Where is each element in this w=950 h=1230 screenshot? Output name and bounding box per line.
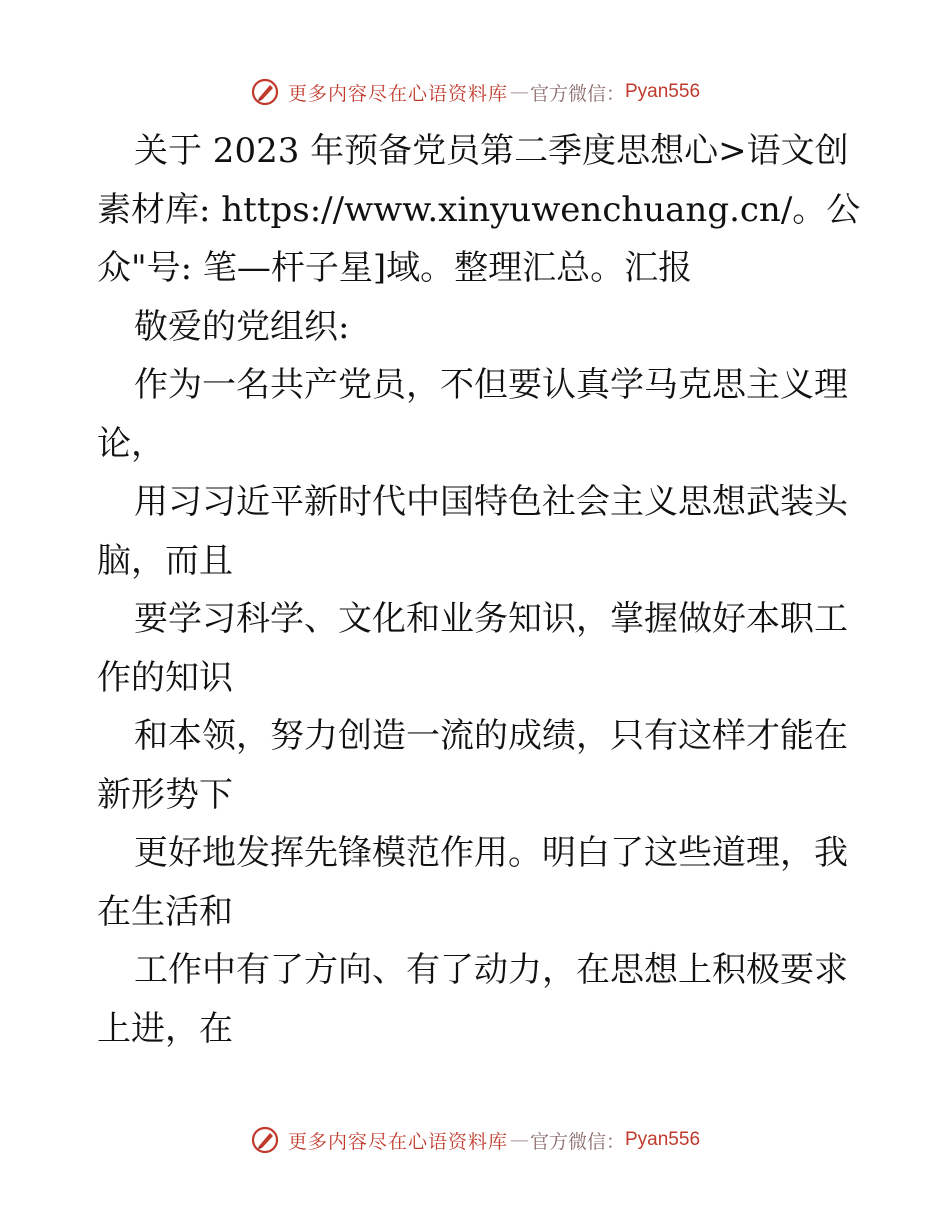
text-line: 脑，而且 [97, 540, 233, 581]
salutation: 敬爱的党组织: [134, 306, 350, 347]
text-line: 工作中有了方向、有了动力，在思想上积极要求 [134, 950, 848, 990]
footer-banner-dash: — [509, 1129, 528, 1151]
text-line: 新形势下 [97, 774, 233, 815]
footer-banner-tail: 官方微信： [529, 1130, 625, 1153]
text-line: 众"号: 笔—杆子星]域。整理汇总。汇报 [97, 248, 693, 288]
text-line: 作为一名共产党员，不但要认真学马克思主义理 [134, 365, 848, 405]
pen-circle-icon [250, 77, 280, 107]
text-line: 上进，在 [97, 1008, 233, 1049]
text-line: 更好地发挥先锋模范作用。明白了这些道理，我 [134, 833, 848, 873]
text-line: 作的知识 [97, 657, 233, 698]
header-banner-main: 更多内容尽在心语资料库 [287, 82, 508, 105]
footer-banner-wechat: Pyan556 [625, 1129, 701, 1150]
header-banner-dash: — [509, 81, 528, 103]
text-line: 用习习近平新时代中国特色社会主义思想武装头 [134, 482, 848, 522]
header-banner-tail: 官方微信： [529, 82, 625, 105]
header-banner [0, 72, 950, 112]
header-banner-wechat: Pyan556 [625, 81, 701, 102]
text-line: 论， [97, 423, 165, 464]
document-body [97, 122, 861, 1058]
footer-banner [0, 1120, 950, 1160]
text-line: 要学习科学、文化和业务知识，掌握做好本职工 [134, 599, 848, 639]
pen-circle-icon [250, 1125, 280, 1155]
text-line: 关于 2023 年预备党员第二季度思想心>语文创 [134, 131, 849, 171]
text-line: 在生活和 [97, 891, 233, 932]
footer-banner-main: 更多内容尽在心语资料库 [287, 1130, 508, 1153]
text-line: 和本领，努力创造一流的成绩，只有这样才能在 [134, 716, 848, 756]
text-line: 素材库: https://www.xinyuwenchuang.cn/。公 [97, 189, 861, 230]
